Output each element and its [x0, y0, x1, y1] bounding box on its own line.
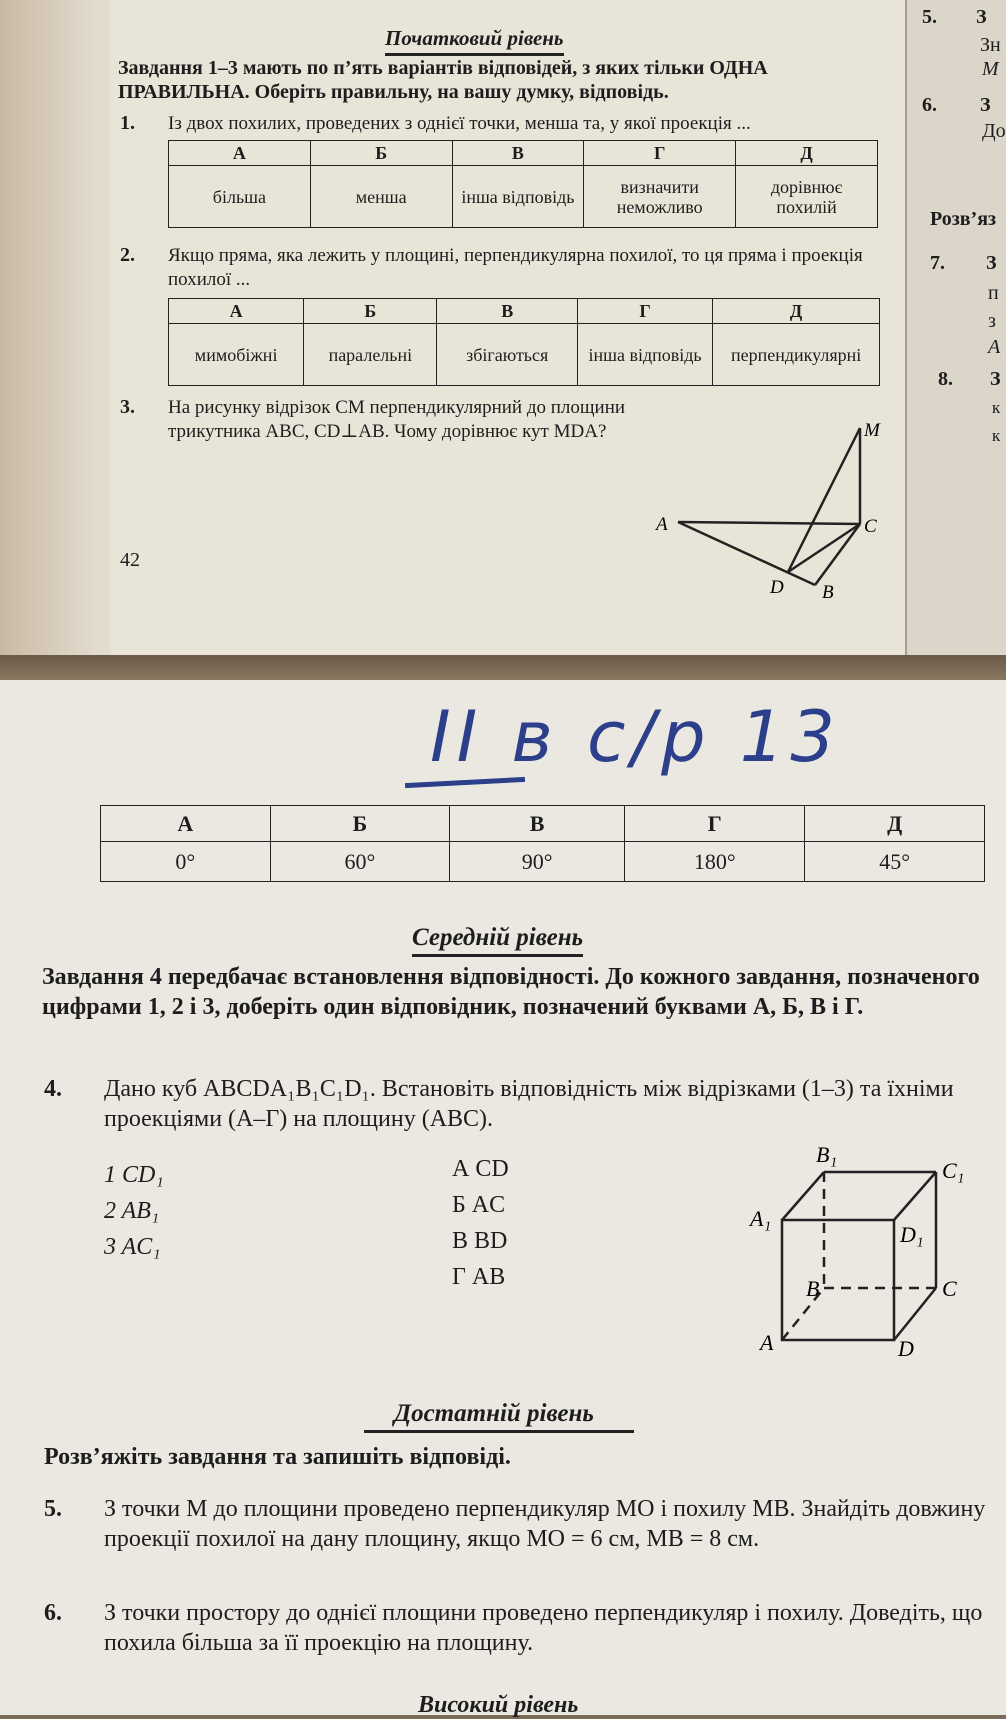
q3-header-v: В	[450, 806, 625, 842]
cube-label-a: A	[760, 1330, 774, 1355]
strip-p: п	[988, 282, 999, 304]
q1-header-a: А	[169, 141, 311, 166]
q1-answer-b: менша	[310, 166, 452, 228]
strip-8: 8.	[938, 368, 953, 390]
q6-number: 6.	[44, 1600, 62, 1626]
edge-d1c1	[894, 1172, 936, 1220]
q1-answer-v: інша відповідь	[452, 166, 584, 228]
strip-7b: З	[986, 252, 997, 274]
high-heading-text: Високий рівень	[418, 1692, 579, 1718]
strip-5b: З	[976, 6, 987, 28]
q2-answer-row	[169, 324, 880, 386]
cube-label-d1: D₁	[900, 1222, 924, 1247]
q5-text: З точки M до площини проведено перпендикуляр MO і похилу MB. Знайдіть довжину проекції похилої на дану площину, якщо MO = 6 см, MB = 8 см.	[104, 1496, 986, 1552]
suff-intro: Розв’яжіть завдання та запишіть відповіді.	[44, 1444, 511, 1470]
q2-answer-table	[168, 298, 880, 386]
q1-number: 1.	[120, 112, 135, 134]
q3-header-d: Д	[805, 806, 985, 842]
cube-label-c: C	[942, 1276, 957, 1301]
label-m: M	[864, 420, 880, 441]
level-heading-sufficient	[394, 1400, 594, 1428]
strip-8b: З	[990, 368, 1001, 390]
q2-header-v: В	[437, 299, 578, 324]
label-c: C	[864, 516, 877, 537]
q2-header-b: Б	[304, 299, 437, 324]
q2-header-a: А	[169, 299, 304, 324]
strip-m: М	[982, 58, 999, 80]
strip-k1: к	[992, 398, 1001, 417]
strip-a: А	[988, 336, 1001, 358]
segment-ab	[678, 522, 815, 585]
q3-number: 3.	[120, 396, 135, 418]
heading-rule	[364, 1430, 634, 1433]
q4-right-a: А CD	[452, 1156, 509, 1182]
label-a: A	[656, 514, 668, 535]
strip-rozv: Розв’яз	[930, 208, 997, 230]
q1-header-v: В	[452, 141, 584, 166]
strip-5: 5.	[922, 6, 937, 28]
cube-label-a1: A₁	[750, 1206, 772, 1231]
q2-header-row	[169, 299, 880, 324]
label-b: B	[822, 582, 834, 603]
q3-answer-g: 180°	[625, 842, 805, 882]
q6-text: З точки простору до однієї площини проведено перпендикуляр і похилу. Доведіть, що похила більша за її проекцію на площину.	[104, 1600, 983, 1656]
top-page	[0, 0, 1006, 660]
handwritten-note: II в с/р 13	[430, 696, 841, 778]
cube-label-b: B	[806, 1276, 820, 1301]
q1-answer-d: дорівнює похилій	[736, 166, 878, 228]
handwritten-underline	[405, 777, 525, 788]
q2-answer-a: мимобіжні	[169, 324, 304, 386]
q3-figure	[640, 410, 900, 610]
q3-text: На рисунку відрізок CM перпендикулярний до площини трикутника ABC, CD⊥AB. Чому дорівнює кут MDA?	[168, 397, 626, 442]
q2-answer-d: перпендикулярні	[713, 324, 880, 386]
q2-header-d: Д	[713, 299, 880, 324]
q1-text: Із двох похилих, проведених з однієї точки, менша та, у якої проекція ...	[168, 113, 751, 134]
strip-zn: Зн	[980, 34, 1001, 56]
q3-answer-table	[100, 805, 985, 882]
suff-heading-text: Достатній рівень	[394, 1400, 594, 1427]
q3-answer-b: 60°	[270, 842, 450, 882]
q3-header-row	[101, 806, 985, 842]
q4-right-v: В BD	[452, 1228, 508, 1254]
q1-header-d: Д	[736, 141, 878, 166]
page-gap	[0, 655, 1006, 683]
q4-right-b: Б AC	[452, 1192, 506, 1218]
q3-header-a: А	[101, 806, 271, 842]
q4-text: Дано куб ABCDA₁B₁C₁D₁. Встановіть відповідність між відрізками (1–3) та їхніми проекціями (А–Г) на площину (ABC).	[104, 1076, 954, 1132]
q2-text: Якщо пряма, яка лежить у площині, перпендикулярна похилої, то ця пряма і проекція похилої ...	[168, 245, 863, 290]
intro-text: Завдання 1–3 мають по п’ять варіантів відповідей, з яких тільки ОДНА ПРАВИЛЬНА. Оберіть правильну, на вашу думку, відповідь.	[118, 57, 768, 103]
q1-answer-a: більша	[169, 166, 311, 228]
q1-answer-row	[169, 166, 878, 228]
level-heading-initial	[385, 26, 564, 51]
cube-front-face	[782, 1220, 894, 1340]
strip-6: 6.	[922, 94, 937, 116]
q1-header-row	[169, 141, 878, 166]
label-d: D	[770, 577, 784, 598]
strip-z: з	[988, 310, 996, 332]
q4-left-1: 1 CD₁	[104, 1162, 164, 1188]
segment-dm	[788, 428, 860, 572]
edge-a1b1	[782, 1172, 824, 1220]
page-number: 42	[120, 549, 140, 571]
q3-answer-v: 90°	[450, 842, 625, 882]
segment-cb	[815, 524, 860, 585]
q1-answer-table	[168, 140, 878, 228]
strip-6b: З	[980, 94, 991, 116]
q3-answer-d: 45°	[805, 842, 985, 882]
q1-header-b: Б	[310, 141, 452, 166]
strip-do: До	[982, 120, 1006, 142]
mid-intro: Завдання 4 передбачає встановлення відповідності. До кожного завдання, позначеного цифрами 1, 2 і 3, доберіть один відповідник, позначений буквами А, Б, В і Г.	[42, 964, 980, 1020]
q2-answer-g: інша відповідь	[577, 324, 712, 386]
strip-7: 7.	[930, 252, 945, 274]
q4-right-g: Г AB	[452, 1264, 506, 1290]
strip-k2: к	[992, 426, 1001, 445]
q2-header-g: Г	[577, 299, 712, 324]
level-heading-text: Початковий рівень	[385, 26, 564, 50]
bottom-page	[0, 680, 1006, 1718]
cube-figure	[740, 1142, 980, 1362]
edge-dc	[894, 1288, 936, 1340]
q3-answer-a: 0°	[101, 842, 271, 882]
q1-header-g: Г	[584, 141, 736, 166]
q4-left-3: 3 AC₁	[104, 1234, 161, 1260]
q3-answer-row	[101, 842, 985, 882]
cube-label-b1: B₁	[816, 1142, 838, 1167]
q1-answer-g: визначити неможливо	[584, 166, 736, 228]
mid-heading-text: Середній рівень	[412, 924, 584, 951]
q2-answer-b: паралельні	[304, 324, 437, 386]
q2-number: 2.	[120, 244, 135, 266]
q5-number: 5.	[44, 1496, 62, 1522]
q4-left-2: 2 AB₁	[104, 1198, 160, 1224]
q3-header-b: Б	[270, 806, 450, 842]
segment-ac	[678, 522, 860, 524]
cube-label-d: D	[898, 1336, 914, 1361]
heading-rule	[412, 954, 583, 957]
level-heading-middle	[412, 924, 583, 952]
q3-header-g: Г	[625, 806, 805, 842]
q2-answer-v: збігаються	[437, 324, 578, 386]
q4-number: 4.	[44, 1076, 62, 1102]
cube-label-c1: C₁	[942, 1158, 965, 1183]
finger-shadow	[0, 0, 110, 660]
